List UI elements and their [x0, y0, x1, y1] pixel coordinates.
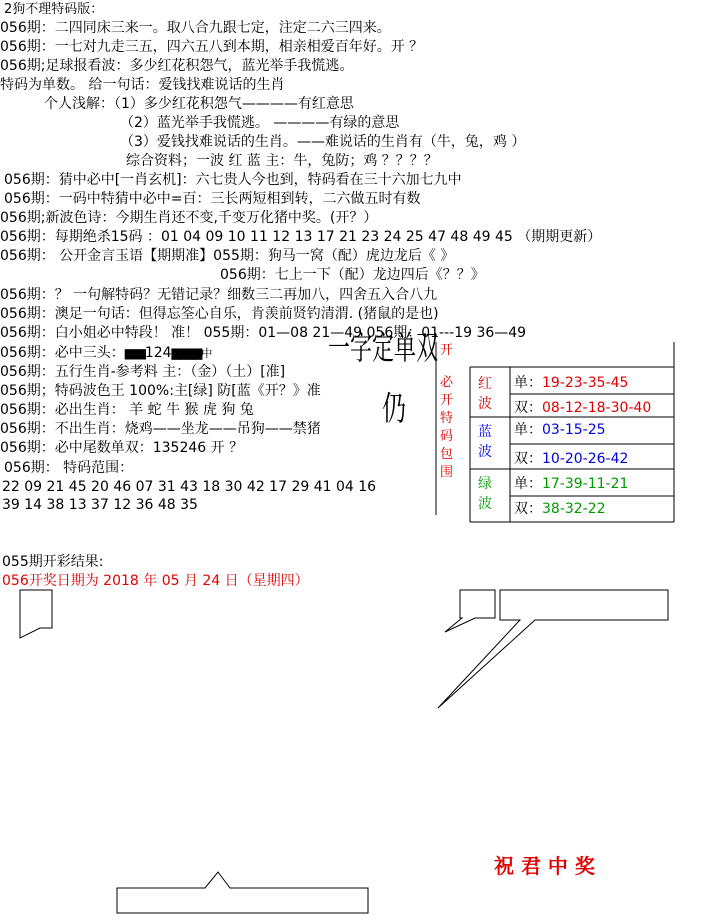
summary-line: 综合资料；一波 红 蓝 主：牛，兔防；鸡 ？？？？ — [126, 153, 438, 169]
vertical-title-char: 一 — [328, 330, 351, 368]
red-wave-label: 红波 — [478, 376, 492, 412]
blue-single-numbers: 03-15-25 — [542, 422, 606, 438]
single-label: 单： — [514, 476, 542, 492]
side-label-char: 特 — [440, 411, 454, 426]
interpretation-line-3: （3）爱钱找难说话的生肖。——难说话的生肖有（牛，兔，鸡 ） — [120, 134, 526, 150]
page-header: 2狗不理特码版： — [4, 2, 104, 17]
blue-wave-label: 蓝波 — [478, 424, 492, 460]
blue-single-row — [514, 422, 606, 438]
double-label: 双： — [514, 400, 542, 416]
blue-double-row — [514, 451, 628, 467]
range-numbers-1: 22 09 21 45 20 46 07 31 43 18 30 42 17 29 41 04 16 — [2, 479, 377, 495]
speech-bubble-left — [20, 590, 52, 638]
range-numbers-2: 39 14 38 13 37 12 36 48 35 — [2, 497, 198, 513]
side-label-char: 开 — [440, 343, 454, 358]
range-label: 056期： 特码范围： — [4, 460, 134, 476]
single-label: 单： — [514, 375, 542, 391]
draw-date: 056开奖日期为 2018 年 05 月 24 日（星期四） — [2, 573, 309, 589]
speech-bubble-bottom — [117, 872, 368, 913]
green-single-numbers: 17-39-11-21 — [542, 476, 629, 492]
green-double-row — [514, 501, 606, 517]
must-zodiac-line: 056期：必出生肖： 羊 蛇 牛 猴 虎 狗 兔 — [0, 402, 254, 418]
red-double-numbers: 08-12-18-30-40 — [542, 400, 652, 416]
prediction-line-one-code: 056期：一码中特猜中必中=百：三长两短相到转，二六做五时有数 — [4, 191, 421, 207]
side-label-char: 码 — [440, 429, 454, 444]
vertical-title-char: 双 — [416, 330, 439, 368]
blessing-text: 祝 君 中 奖 — [494, 854, 595, 878]
interpretation-line-2: （2）蓝光举手我慌逃。 ————有绿的意思 — [120, 115, 400, 131]
riddle-line: 056期：？ 一句解特码？无错记录？细数三二再加八，四舍五入合八九 — [0, 287, 438, 303]
red-double-row — [514, 400, 651, 416]
side-label-char: 包 — [440, 447, 454, 462]
side-label-char: 必 — [440, 375, 454, 390]
vertical-title-char: 单 — [394, 330, 417, 368]
wave-color-line: 056期；特码波色王 100%:主[绿] 防[蓝《开？》准 — [0, 383, 321, 399]
vertical-title-char: 定 — [372, 330, 395, 368]
kill-codes-line: 056期：每期绝杀15码 ：01 04 09 10 11 12 13 17 21 23 24 25 47 48 49 45 （期期更新） — [0, 229, 602, 245]
blue-double-numbers: 10-20-26-42 — [542, 451, 629, 467]
green-single-row — [514, 476, 628, 492]
excluded-zodiac-line: 056期：不出生肖：烧鸡——坐龙——吊狗——禁猪 — [0, 421, 321, 437]
double-label: 双： — [514, 501, 542, 517]
table-side-label — [440, 342, 453, 482]
vertical-title-char: 字 — [350, 330, 373, 368]
prediction-line-mystery: 056期：猜中必中[一肖玄机]：六七贵人今也到，特码看在三十六加七九中 — [4, 172, 462, 188]
vertical-title-sub: 仍 — [382, 389, 406, 429]
prediction-line-1: 056期：二四同床三来一。取八合九跟七定，注定二六三四来。 — [0, 20, 391, 36]
three-heads-bars-right: ▇▇▇▇中 — [171, 347, 212, 360]
side-label-char: 开 — [440, 393, 454, 408]
golden-words-line: 056期： 公开金言玉语【期期准】055期：狗马一窝（配）虎边龙后《 》 — [0, 248, 455, 264]
australia-line: 056期：澳足一句话：但得忘筌心自乐，肯羡前贤钓清渭. (猪鼠的是也) — [0, 306, 439, 322]
five-elements-line: 056期：五行生肖-参考料 主：（金）（土）[准] — [0, 364, 286, 380]
golden-words-line-2: 056期：七上一下（配）龙边四后《？？》 — [220, 267, 485, 283]
prediction-line-4: 特码为单数。 给一句话：爱钱找难说话的生肖 — [0, 77, 285, 93]
green-wave-label: 绿波 — [478, 476, 492, 512]
red-single-numbers: 19-23-35-45 — [542, 375, 629, 391]
speech-bubble-small — [445, 590, 495, 632]
three-heads-value: 124 — [144, 345, 172, 361]
segment-line: 056期：白小姐必中特段！ 准！ 055期：01—08 21—49 056期：01---19 36—49 — [0, 325, 527, 341]
prediction-line-2: 056期：一七对九走三五，四六五八到本期，相亲相爱百年好。开 ？ — [0, 39, 424, 55]
side-label-char: 围 — [440, 465, 454, 480]
interpretation-line-1: 个人浅解：（1）多少红花积怨气————有红意思 — [44, 96, 354, 112]
result-title: 055期开彩结果: — [2, 554, 104, 570]
red-single-row — [514, 375, 628, 391]
speech-bubble-large — [438, 590, 668, 708]
green-double-numbers: 38-32-22 — [542, 501, 606, 517]
prediction-line-3: 056期;足球报看波：多少红花积怨气，蓝光举手我慌逃。 — [0, 58, 354, 74]
double-label: 双： — [514, 451, 542, 467]
single-label: 单： — [514, 422, 542, 438]
three-heads-label: 056期：必中三头： — [0, 345, 125, 361]
tail-numbers-line: 056期：必中尾数单双：135246 开 ？ — [0, 440, 244, 456]
three-heads-bars-left: ▇▇▇ — [124, 349, 145, 360]
prediction-line-poem: 056期;新波色诗：今期生肖还不变,千变万化猪中奖。(开？） — [0, 210, 378, 226]
